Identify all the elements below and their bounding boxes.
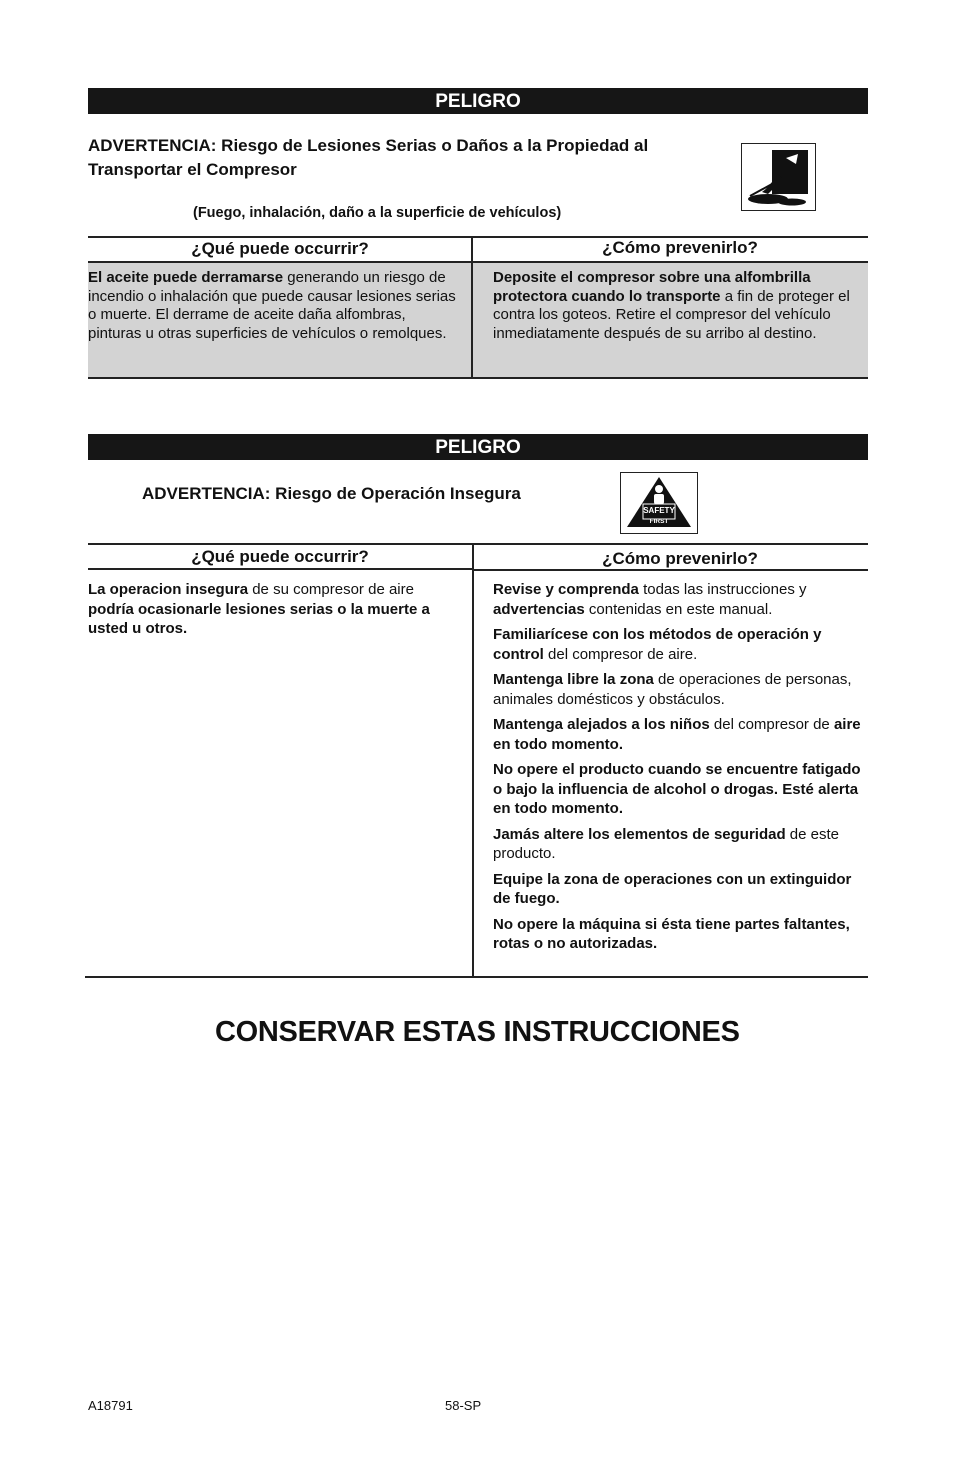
prevent-item-bold: Jamás altere los elementos de seguridad bbox=[493, 825, 786, 843]
table1-cell-what-text: generando un riesgo de incendio o inhalación que puede causar lesiones serias o muerte. El derrame de aceite daña alfombras, pinturas u otras superficies de vehículos o remolques. bbox=[88, 269, 456, 342]
document-number: A18791 bbox=[88, 1398, 133, 1413]
table1-bottom-rule bbox=[88, 377, 868, 379]
table2-what-bold2: podría ocasionarle lesiones serias o la muerte a usted u otros. bbox=[88, 600, 430, 637]
prevent-item bbox=[493, 870, 865, 909]
prevent-item bbox=[493, 625, 865, 664]
prevent-item bbox=[493, 715, 865, 754]
prevent-item-bold: Familiarícese con los métodos de operación y control bbox=[493, 626, 822, 663]
prevent-item bbox=[493, 670, 865, 709]
warning-heading-1 bbox=[88, 134, 738, 182]
prevent-item-bold: Equipe la zona de operaciones con un extinguidor de fuego. bbox=[493, 870, 852, 907]
warning-heading-1-line2: Transportar el Compresor bbox=[88, 160, 297, 179]
prevent-item bbox=[493, 915, 865, 954]
prevent-item-text: contenidas en este manual. bbox=[584, 600, 773, 618]
table2-top-rule-left bbox=[88, 543, 472, 545]
prevent-item-bold: No opere el producto cuando se encuentre fatigado o bajo la influencia de alcohol o drogas. Esté alerta en todo momento. bbox=[493, 761, 861, 817]
hazard-list-1: (Fuego, inhalación, daño a la superficie de vehículos) bbox=[193, 205, 562, 221]
table1-header-prevent: ¿Cómo prevenirlo? bbox=[602, 238, 758, 257]
prevent-item-bold: Revise y comprenda bbox=[493, 581, 639, 598]
table2-top-rule-right bbox=[472, 543, 868, 545]
prevent-item-bold: No opere la máquina si ésta tiene partes faltantes, rotas o no autorizadas. bbox=[493, 915, 850, 952]
table2-cell-what bbox=[88, 580, 462, 645]
prevent-item-text: del compresor de aire. bbox=[543, 645, 698, 663]
page-title: CONSERVAR ESTAS INSTRUCCIONES bbox=[215, 1016, 740, 1048]
prevent-item-text: todas las instrucciones y bbox=[638, 581, 807, 598]
prevent-item-bold: Mantenga libre la zona bbox=[493, 671, 654, 688]
table1-cell-prevent bbox=[493, 269, 859, 343]
table1-cell-prevent-text: a fin de proteger el contra los goteos. Retire el compresor del vehículo inmediatamente después de su arribo al destino. bbox=[493, 287, 850, 342]
table1-header-what: ¿Qué puede occurrir? bbox=[191, 239, 369, 258]
safety-icon-text-1: SAFETY bbox=[643, 506, 675, 515]
prevent-item-text: del compresor de bbox=[709, 716, 834, 733]
table2-header-prevent: ¿Cómo prevenirlo? bbox=[602, 549, 758, 568]
safety-first-icon bbox=[620, 472, 698, 534]
table2-header-rule-left bbox=[88, 568, 472, 570]
warning-heading-1-line1: ADVERTENCIA: Riesgo de Lesiones Serias o Daños a la Propiedad al bbox=[88, 136, 649, 155]
prevent-item bbox=[493, 580, 865, 619]
table2-what-text1: de su compresor de aire bbox=[248, 581, 414, 598]
danger-banner-1: PELIGRO bbox=[88, 88, 868, 114]
oil-spill-icon bbox=[741, 143, 816, 211]
table2-what-bold1: La operacion insegura bbox=[88, 581, 249, 598]
table1-cell-what bbox=[88, 269, 462, 343]
prevent-item bbox=[493, 760, 865, 819]
danger-banner-2: PELIGRO bbox=[88, 434, 868, 460]
table2-column-divider bbox=[472, 543, 474, 977]
prevent-item-bold: advertencias bbox=[493, 600, 585, 618]
table1-cell-what-bold: El aceite puede derramarse bbox=[88, 269, 284, 286]
table1-column-divider bbox=[471, 236, 473, 379]
prevent-item-bold: aire en todo momento. bbox=[493, 716, 861, 753]
safety-icon-text-2: FIRST bbox=[649, 518, 669, 525]
page-number: 58-SP bbox=[445, 1398, 482, 1413]
prevent-item bbox=[493, 825, 865, 864]
prevent-item-bold: Mantenga alejados a los niños bbox=[493, 716, 710, 733]
prevent-item-text: de este producto. bbox=[493, 825, 839, 862]
table2-header-what: ¿Qué puede occurrir? bbox=[191, 547, 369, 566]
table2-bottom-rule bbox=[85, 976, 868, 978]
warning-heading-2: ADVERTENCIA: Riesgo de Operación Insegura bbox=[142, 484, 521, 503]
table1-cell-prevent-bold: Deposite el compresor sobre una alfombrilla protectora cuando lo transporte bbox=[493, 269, 811, 305]
table2-header-rule-right bbox=[472, 569, 868, 571]
table2-cell-prevent bbox=[493, 580, 865, 960]
prevent-item-text: de operaciones de personas, animales domésticos y obstáculos. bbox=[493, 671, 852, 708]
